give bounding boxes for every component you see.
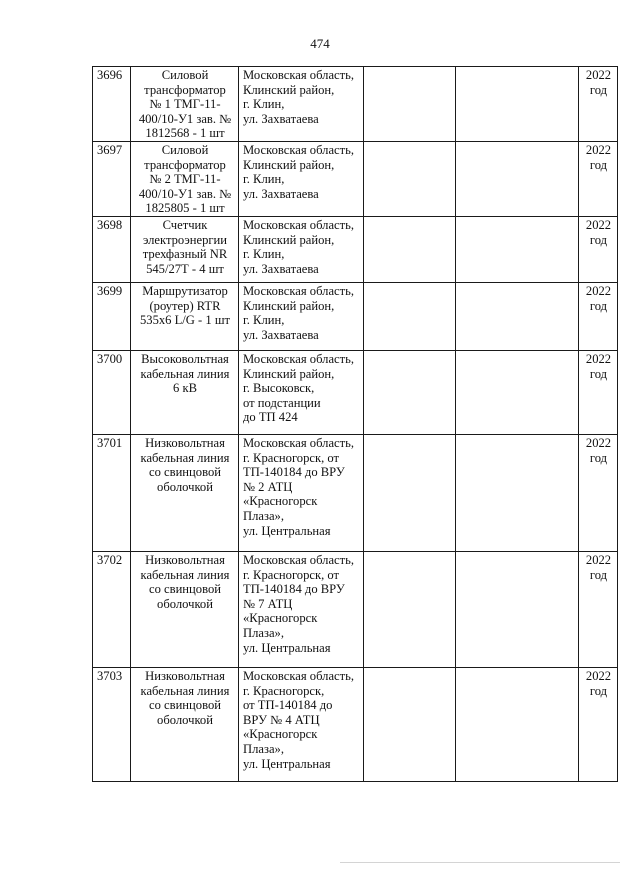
address-cell: Московская область, г. Красногорск, от ТП-140184 до ВРУ № 4 АТЦ «Красногорск Плаза», ул. Центральная xyxy=(239,667,364,781)
table-row xyxy=(93,141,618,216)
table-row xyxy=(93,434,618,551)
address-cell: Московская область, Клинский район, г. Клин, ул. Захватаева xyxy=(239,67,364,142)
row-number-cell: 3701 xyxy=(93,434,131,551)
row-number-cell: 3697 xyxy=(93,141,131,216)
table-row xyxy=(93,350,618,434)
table-row xyxy=(93,551,618,667)
empty-cell xyxy=(364,350,456,434)
row-number-cell: 3699 xyxy=(93,282,131,350)
item-name-cell: Счетчик электроэнергии трехфазный NR 545/27Т - 4 шт xyxy=(131,216,239,282)
item-name-cell: Низковольтная кабельная линия со свинцовой оболочкой xyxy=(131,434,239,551)
address-cell: Московская область, Клинский район, г. Высоковск, от подстанции до ТП 424 xyxy=(239,350,364,434)
year-cell: 2022 год xyxy=(579,434,618,551)
year-cell: 2022 год xyxy=(579,141,618,216)
row-number-cell: 3702 xyxy=(93,551,131,667)
page-number: 474 xyxy=(310,36,330,51)
year-cell: 2022 год xyxy=(579,551,618,667)
item-name-cell: Силовой трансформатор № 1 ТМГ-11- 400/10-У1 зав. № 1812568 - 1 шт xyxy=(131,67,239,142)
table-row xyxy=(93,667,618,781)
row-number-cell: 3698 xyxy=(93,216,131,282)
row-number-cell: 3703 xyxy=(93,667,131,781)
row-number-cell: 3700 xyxy=(93,350,131,434)
empty-cell xyxy=(456,282,579,350)
item-name-cell: Силовой трансформатор № 2 ТМГ-11- 400/10-У1 зав. № 1825805 - 1 шт xyxy=(131,141,239,216)
item-name-cell: Низковольтная кабельная линия со свинцовой оболочкой xyxy=(131,551,239,667)
empty-cell xyxy=(364,434,456,551)
property-register-table xyxy=(92,66,618,782)
empty-cell xyxy=(456,551,579,667)
table-row xyxy=(93,282,618,350)
year-cell: 2022 год xyxy=(579,67,618,142)
address-cell: Московская область, г. Красногорск, от ТП-140184 до ВРУ № 7 АТЦ «Красногорск Плаза», ул. Центральная xyxy=(239,551,364,667)
item-name-cell: Высоковольтная кабельная линия 6 кВ xyxy=(131,350,239,434)
item-name-cell: Маршрутизатор (роутер) RTR 535х6 L/G - 1 шт xyxy=(131,282,239,350)
address-cell: Московская область, Клинский район, г. Клин, ул. Захватаева xyxy=(239,282,364,350)
empty-cell xyxy=(456,350,579,434)
year-cell: 2022 год xyxy=(579,667,618,781)
table-row xyxy=(93,216,618,282)
address-cell: Московская область, Клинский район, г. Клин, ул. Захватаева xyxy=(239,216,364,282)
address-cell: Московская область, г. Красногорск, от ТП-140184 до ВРУ № 2 АТЦ «Красногорск Плаза», ул. Центральная xyxy=(239,434,364,551)
row-number-cell: 3696 xyxy=(93,67,131,142)
empty-cell xyxy=(364,282,456,350)
empty-cell xyxy=(364,216,456,282)
empty-cell xyxy=(456,67,579,142)
table-row xyxy=(93,67,618,142)
empty-cell xyxy=(364,551,456,667)
empty-cell xyxy=(364,67,456,142)
year-cell: 2022 год xyxy=(579,216,618,282)
year-cell: 2022 год xyxy=(579,282,618,350)
empty-cell xyxy=(456,434,579,551)
year-cell: 2022 год xyxy=(579,350,618,434)
item-name-cell: Низковольтная кабельная линия со свинцовой оболочкой xyxy=(131,667,239,781)
footer-divider xyxy=(340,862,620,863)
empty-cell xyxy=(364,141,456,216)
empty-cell xyxy=(456,667,579,781)
empty-cell xyxy=(456,141,579,216)
empty-cell xyxy=(364,667,456,781)
empty-cell xyxy=(456,216,579,282)
address-cell: Московская область, Клинский район, г. Клин, ул. Захватаева xyxy=(239,141,364,216)
